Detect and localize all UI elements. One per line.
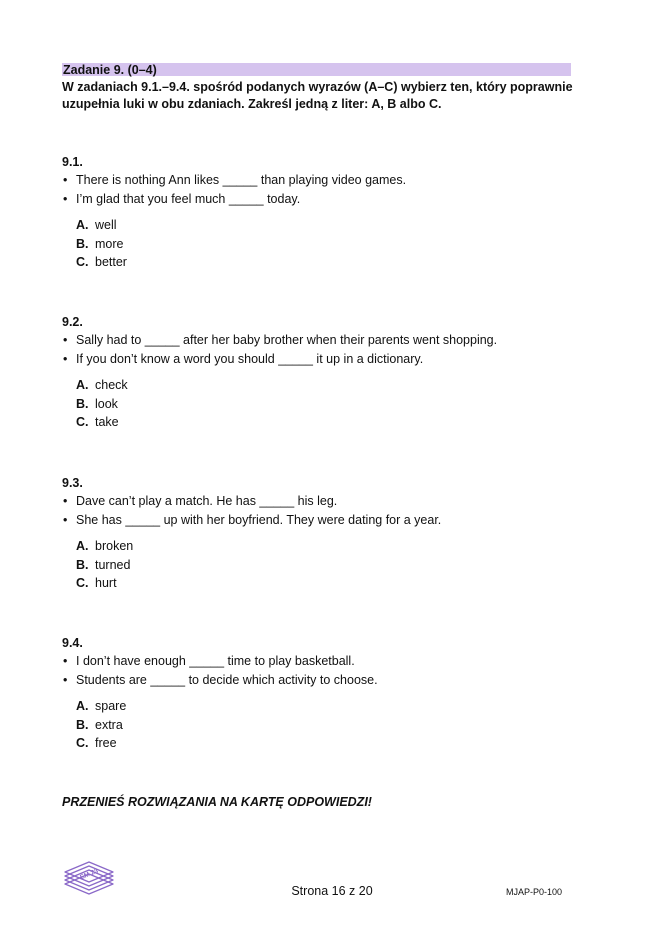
- sentence-item: [62, 671, 602, 690]
- bullet-icon: •: [63, 513, 68, 527]
- option-text: well: [95, 218, 117, 232]
- option-c[interactable]: [62, 734, 602, 753]
- transfer-answers-note: PRZENIEŚ ROZWIĄZANIA NA KARTĘ ODPOWIEDZI!: [62, 795, 372, 809]
- option-b[interactable]: [62, 395, 602, 414]
- sentence-text: Dave can’t play a match. He has _____ his leg.: [76, 494, 338, 508]
- option-letter: C.: [76, 576, 89, 590]
- sentence-text: Students are _____ to decide which activity to choose.: [76, 673, 378, 687]
- option-letter: B.: [76, 396, 89, 411]
- option-a[interactable]: [62, 216, 602, 235]
- question-9-4: [62, 634, 602, 753]
- question-9-1: [62, 153, 602, 272]
- option-text: broken: [95, 539, 134, 553]
- options-list: [62, 537, 602, 593]
- option-text: turned: [95, 557, 131, 572]
- bullet-icon: •: [63, 654, 68, 668]
- sentence-item: [62, 190, 602, 209]
- option-letter: B.: [76, 236, 89, 251]
- option-letter: C.: [76, 736, 89, 750]
- sentence-text: If you don’t know a word you should _____ it up in a dictionary.: [76, 352, 424, 366]
- task-header-bar: [62, 63, 571, 76]
- option-text: take: [95, 415, 119, 429]
- sentence-item: [62, 652, 602, 671]
- bullet-icon: •: [63, 333, 68, 347]
- question-number: 9.2.: [62, 315, 83, 329]
- option-text: extra: [95, 717, 123, 732]
- exam-code: MJAP-P0-100: [506, 887, 563, 897]
- option-letter: A.: [76, 699, 89, 713]
- question-9-3: [62, 474, 602, 593]
- sentence-item: [62, 171, 602, 190]
- logo-text: EM 23: [79, 867, 100, 882]
- task-instruction: W zadaniach 9.1.–9.4. spośród podanych wyrazów (A–C) wybierz ten, który poprawnie uzupełnia luki w obu zdaniach. Zakreśl jedną z liter: A, B albo C.: [62, 80, 573, 111]
- option-letter: A.: [76, 218, 89, 232]
- question-number: 9.1.: [62, 155, 83, 169]
- option-b[interactable]: [62, 716, 602, 735]
- bullet-icon: •: [63, 192, 68, 206]
- option-letter: C.: [76, 255, 89, 269]
- sentence-item: [62, 331, 602, 350]
- option-text: spare: [95, 699, 127, 713]
- option-letter: B.: [76, 717, 89, 732]
- sentence-item: [62, 511, 602, 530]
- sentence-text: She has _____ up with her boyfriend. They were dating for a year.: [76, 513, 442, 527]
- option-c[interactable]: [62, 413, 602, 432]
- option-letter: B.: [76, 557, 89, 572]
- sentence-text: There is nothing Ann likes _____ than playing video games.: [76, 173, 407, 187]
- option-text: look: [95, 396, 118, 411]
- option-letter: A.: [76, 378, 89, 392]
- bullet-icon: •: [63, 352, 68, 366]
- option-text: more: [95, 236, 124, 251]
- bullet-icon: •: [63, 673, 68, 687]
- options-list: [62, 376, 602, 432]
- option-b[interactable]: [62, 556, 602, 575]
- option-letter: A.: [76, 539, 89, 553]
- option-b[interactable]: [62, 235, 602, 254]
- option-c[interactable]: [62, 574, 602, 593]
- option-text: free: [95, 736, 117, 750]
- question-number: 9.4.: [62, 636, 83, 650]
- option-c[interactable]: [62, 253, 602, 272]
- option-text: check: [95, 378, 128, 392]
- bullet-icon: •: [63, 494, 68, 508]
- task-header-title: Zadanie 9. (0–4): [63, 63, 157, 77]
- question-9-2: [62, 313, 602, 432]
- options-list: [62, 216, 602, 272]
- options-list: [62, 697, 602, 753]
- option-a[interactable]: [62, 376, 602, 395]
- option-a[interactable]: [62, 537, 602, 556]
- bullet-icon: •: [63, 173, 68, 187]
- sentence-text: Sally had to _____ after her baby brother when their parents went shopping.: [76, 333, 498, 347]
- option-text: hurt: [95, 576, 117, 590]
- sentence-text: I don’t have enough _____ time to play basketball.: [76, 654, 355, 668]
- sentence-item: [62, 492, 602, 511]
- option-text: better: [95, 255, 127, 269]
- sentence-item: [62, 350, 602, 369]
- question-number: 9.3.: [62, 476, 83, 490]
- page-number: Strona 16 z 20: [291, 884, 373, 898]
- option-letter: C.: [76, 415, 89, 429]
- option-a[interactable]: [62, 697, 602, 716]
- sentence-text: I’m glad that you feel much _____ today.: [76, 192, 301, 206]
